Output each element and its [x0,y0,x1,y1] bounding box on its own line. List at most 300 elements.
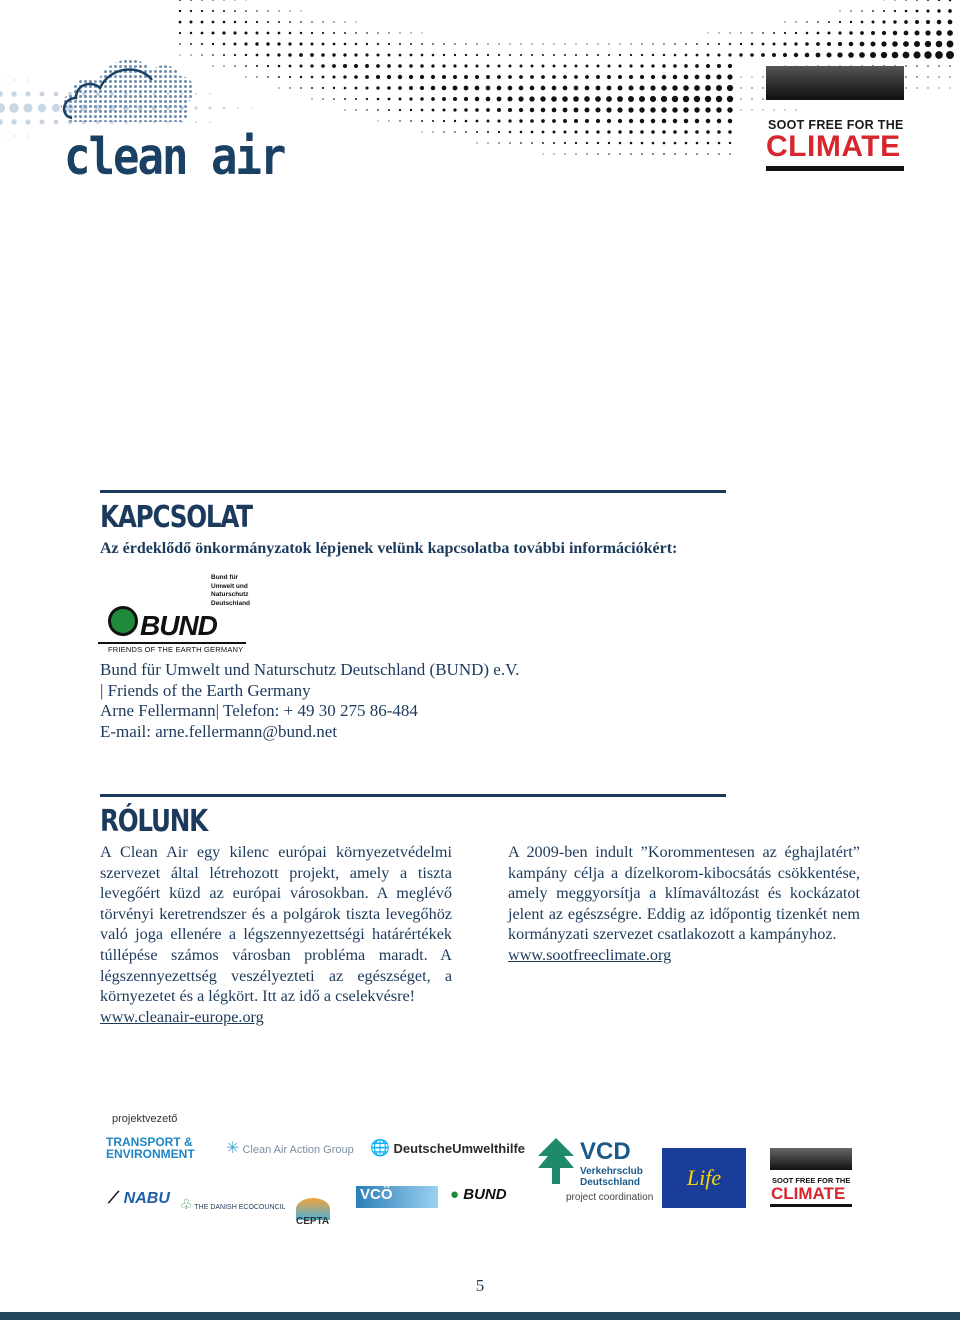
halftone-dot [343,75,346,78]
halftone-dot [597,153,598,154]
halftone-dot [431,86,435,90]
halftone-dot [916,0,918,1]
halftone-dot [694,85,700,91]
halftone-dot [607,75,611,79]
halftone-dot [475,64,478,67]
halftone-dot [432,54,435,57]
halftone-dot [289,10,290,11]
halftone-dot [420,75,424,79]
halftone-dot [949,87,950,88]
halftone-dot [366,109,368,111]
halftone-dot [454,54,456,56]
halftone-dot [344,109,345,110]
halftone-dot [640,75,644,79]
halftone-dot [850,21,852,23]
halftone-dot [201,10,203,12]
halftone-dot [432,131,433,132]
halftone-dot [740,87,741,88]
halftone-dot [871,31,875,35]
halftone-dot [607,130,610,133]
halftone-dot [728,64,732,68]
halftone-dot [584,96,590,102]
halftone-dot [432,109,435,112]
halftone-dot [487,54,489,56]
halftone-dot [13,79,15,81]
halftone-dot [223,0,224,1]
halftone-dot [377,120,378,121]
contact-subtitle: Az érdeklődő önkormányzatok lépjenek velünk kapcsolatba további információkért: [100,540,678,557]
halftone-dot [585,86,590,91]
halftone-dot [596,119,600,123]
halftone-dot [376,86,379,89]
halftone-dot [508,108,512,112]
halftone-dot [935,51,943,59]
halftone-dot [420,97,423,100]
halftone-dot [685,142,688,145]
halftone-dot [860,42,865,47]
halftone-dot [442,75,446,79]
halftone-dot [553,131,556,134]
halftone-dot [531,54,533,56]
halftone-dot [387,75,391,79]
halftone-dot [674,153,676,155]
halftone-dot [542,131,545,134]
halftone-dot [717,130,721,134]
halftone-dot [762,87,763,88]
halftone-dot [453,64,456,67]
halftone-dot [245,54,247,56]
halftone-dot [751,43,754,46]
halftone-dot [949,0,952,1]
halftone-dot [542,65,545,68]
halftone-dot [343,53,346,56]
halftone-dot [299,64,302,67]
halftone-dot [223,43,226,46]
halftone-dot [936,30,942,36]
halftone-dot [683,96,689,102]
halftone-dot [575,54,577,56]
halftone-dot [475,108,479,112]
halftone-dot [519,75,523,79]
halftone-dot [409,97,412,100]
halftone-dot [641,43,642,44]
soot-smoke-band [766,66,904,100]
halftone-dot [672,107,677,112]
halftone-dot [927,0,929,1]
halftone-dot [947,30,953,36]
halftone-dot [750,53,754,57]
about-left-text: A Clean Air egy kilenc európai környezetvédelmi szervezet által létrehozott projekt, amely a tiszta levegőért küzd az európai városokban. A meglévő törvényi keretrendszer és a polgárok tiszta levegőhöz való joga ellenére a légszennyezettségi határértékek túllépése számos városban probléma maradt. A légszennyezettség veszélyezteti az egészséget, a környezetet és a légkört. Itt az idő a cselekvésre! [100,843,452,1006]
halftone-dot [706,64,710,68]
halftone-dot [487,120,490,123]
halftone-dot [728,53,731,56]
halftone-dot [209,121,211,123]
halftone-dot [366,32,368,34]
halftone-dot [871,42,876,47]
halftone-dot [332,64,336,68]
halftone-dot [905,65,907,67]
halftone-dot [684,64,688,68]
halftone-dot [705,107,710,112]
halftone-dot [190,0,192,1]
halftone-dot [519,119,522,122]
halftone-dot [850,10,851,11]
halftone-dot [201,32,204,35]
halftone-dot [498,142,499,143]
halftone-dot [498,65,501,68]
halftone-dot [717,53,720,56]
halftone-dot [343,64,347,68]
halftone-dot [0,79,1,81]
halftone-dot [322,87,324,89]
halftone-dot [421,120,423,122]
halftone-dot [881,52,887,58]
halftone-dot [946,51,954,59]
halftone-dot [629,130,632,133]
soot-small-line1: SOOT FREE FOR THE [772,1176,851,1185]
halftone-dot [222,31,225,34]
halftone-dot [903,41,909,47]
halftone-dot [266,42,269,45]
halftone-dot [256,54,259,57]
halftone-dot [377,32,379,34]
halftone-dot [938,87,939,88]
halftone-dot [652,43,653,44]
halftone-dot [617,107,622,112]
halftone-dot [541,119,545,123]
halftone-dot [563,108,568,113]
halftone-dot [245,65,247,67]
halftone-dot [905,76,906,77]
vcd-word: VCD [580,1138,631,1165]
halftone-dot [586,43,587,44]
halftone-dot [388,54,391,57]
halftone-dot [716,107,721,112]
halftone-dot [344,21,345,22]
halftone-dot [860,31,864,35]
halftone-dot [289,87,290,88]
halftone-dot [607,119,611,123]
halftone-dot [278,87,279,88]
halftone-dot [453,86,458,91]
halftone-dot [805,42,809,46]
eu-life-logo: Life [662,1148,746,1208]
halftone-dot [883,10,885,12]
halftone-dot [399,120,400,121]
halftone-dot [816,42,820,46]
halftone-dot [695,130,699,134]
halftone-dot [650,85,655,90]
halftone-dot [278,76,280,78]
halftone-dot [267,54,270,57]
halftone-dot [498,43,499,44]
te-line2: ENVIRONMENT [106,1147,195,1161]
halftone-dot [234,65,236,67]
halftone-dot [716,96,722,102]
halftone-dot [464,64,467,67]
halftone-dot [0,103,5,113]
halftone-dot [344,43,347,46]
halftone-dot [322,21,323,22]
halftone-dot [442,108,445,111]
halftone-dot [25,91,30,96]
halftone-dot [586,54,588,56]
halftone-dot [925,30,930,35]
halftone-dot [376,75,380,79]
halftone-dot [476,54,478,56]
halftone-dot [520,43,521,44]
halftone-dot [278,65,281,68]
halftone-dot [553,65,556,68]
halftone-dot [552,108,557,113]
halftone-dot [674,54,677,57]
halftone-dot [727,85,733,91]
halftone-dot [355,87,358,90]
halftone-dot [905,0,907,1]
halftone-dot [859,52,865,58]
halftone-dot [322,32,324,34]
halftone-dot [201,0,203,1]
halftone-dot [662,119,667,124]
halftone-dot [828,21,830,23]
halftone-dot [277,42,280,45]
halftone-dot [575,43,576,44]
halftone-dot [916,76,917,77]
halftone-dot [596,75,600,79]
halftone-dot [762,43,765,46]
halftone-dot [916,65,918,67]
halftone-dot [652,153,654,155]
halftone-dot [574,75,578,79]
halftone-dot [542,142,544,144]
halftone-dot [443,120,445,122]
halftone-dot [826,52,831,57]
halftone-dot [783,53,787,57]
halftone-dot [685,54,688,57]
halftone-dot [573,96,579,102]
soot-logo-bar [766,166,904,171]
halftone-dot [255,42,258,45]
halftone-dot [838,31,841,34]
halftone-dot [531,65,534,68]
halftone-dot [597,65,600,68]
halftone-dot [267,10,268,11]
halftone-dot [399,109,401,111]
halftone-dot [542,153,543,154]
halftone-dot [487,43,488,44]
halftone-dot [761,53,765,57]
halftone-dot [817,21,819,23]
cepta-text: CEPTA [296,1216,330,1227]
halftone-dot [509,142,511,144]
halftone-dot [651,64,654,67]
halftone-dot [355,43,358,46]
halftone-dot [608,142,610,144]
halftone-dot [694,96,700,102]
halftone-dot [542,43,543,44]
about-right-column [508,842,860,966]
halftone-dot [762,109,763,110]
deutsche-umwelthilfe-text: DeutscheUmwelthilfe [393,1141,526,1156]
halftone-dot [410,43,412,45]
halftone-dot [256,21,258,23]
halftone-dot [409,64,413,68]
halftone-dot [640,130,644,134]
halftone-dot [927,65,929,67]
halftone-dot [651,119,655,123]
halftone-dot [597,142,599,144]
halftone-dot [245,76,246,77]
halftone-dot [619,142,622,145]
halftone-dot [465,54,467,56]
halftone-dot [784,32,786,34]
halftone-dot [707,142,710,145]
halftone-dot [772,53,776,57]
halftone-dot [551,96,557,102]
halftone-dot [938,0,940,1]
halftone-dot [606,107,611,112]
halftone-dot [563,86,568,91]
halftone-dot [839,21,841,23]
halftone-dot [398,64,402,68]
halftone-dot [564,43,565,44]
halftone-dot [201,21,204,24]
tree-icon: ♧ [180,1196,193,1212]
halftone-dot [892,41,898,47]
halftone-dot [652,54,654,56]
halftone-dot [848,52,854,58]
halftone-dot [310,64,313,67]
halftone-dot [762,76,763,77]
halftone-dot [212,10,214,12]
halftone-dot [651,130,655,134]
vcd-subtitle [580,1166,643,1188]
halftone-dot [629,64,632,67]
halftone-dot [937,20,941,24]
halftone-dot [640,119,644,123]
halftone-dot [618,119,622,123]
halftone-dot [311,98,312,99]
halftone-dot [564,65,567,68]
halftone-dot [672,85,677,90]
halftone-dot [663,43,665,45]
halftone-dot [209,107,212,110]
halftone-dot [498,54,500,56]
bund-logo [98,574,251,656]
halftone-dot [937,9,940,12]
halftone-dot [245,21,247,23]
halftone-dot [300,32,302,34]
bund-logo-word: BUND [140,610,217,641]
halftone-dot [475,86,480,91]
halftone-dot [476,142,477,143]
cleanair-website-link[interactable]: www.cleanair-europe.org [100,1007,264,1026]
halftone-dot [640,64,643,67]
halftone-dot [684,119,689,124]
cleanair-logo-text: clean air [64,128,285,187]
halftone-dot [234,54,236,56]
bund-tree-icon [108,606,138,636]
halftone-dot [310,53,314,57]
halftone-dot [795,32,797,34]
halftone-dot [289,21,291,23]
danish-ecocouncil-text: THE DANISH ECOCOUNCIL [194,1204,286,1211]
sootfree-website-link[interactable]: www.sootfreeclimate.org [508,945,672,964]
halftone-dot [894,10,896,12]
halftone-dot [201,43,203,45]
halftone-dot [630,153,632,155]
halftone-dot [564,54,566,56]
halftone-dot [475,97,479,101]
halftone-dot [629,75,633,79]
halftone-dot [947,41,954,48]
halftone-dot [453,108,456,111]
halftone-dot [278,32,281,35]
halftone-dot [904,31,909,36]
halftone-dot [740,76,741,77]
halftone-dot [509,131,511,133]
halftone-dot [344,32,346,34]
halftone-dot [883,0,884,1]
halftone-dot [596,86,601,91]
tree-icon [536,1138,576,1184]
halftone-dot [662,64,665,67]
halftone-dot [344,98,346,100]
halftone-dot [794,42,797,45]
halftone-dot [574,108,579,113]
halftone-dot [641,54,643,56]
halftone-dot [288,53,292,57]
halftone-dot [410,54,413,57]
halftone-dot [718,43,720,45]
halftone-dot [740,98,741,99]
halftone-dot [399,32,400,33]
halftone-dot [311,32,313,34]
halftone-dot [894,0,895,1]
halftone-dot [244,31,247,34]
halftone-dot [354,75,358,79]
halftone-dot [333,98,335,100]
halftone-dot [223,54,225,56]
soot-small-bar [770,1204,852,1207]
halftone-dot [223,65,224,66]
halftone-dot [509,43,510,44]
halftone-dot [553,142,555,144]
halftone-dot [542,54,544,56]
halftone-dot [267,21,269,23]
cepta-logo [296,1198,330,1227]
halftone-dot [300,87,302,89]
halftone-dot [311,87,313,89]
contact-email[interactable]: E-mail: arne.fellermann@bund.net [100,721,338,741]
halftone-dot [223,107,226,110]
halftone-dot [718,32,719,33]
halftone-dot [300,21,302,23]
halftone-dot [234,21,237,24]
vco-logo: VCÖ [356,1186,438,1208]
halftone-dot [508,75,512,79]
halftone-dot [520,54,522,56]
halftone-dot [541,108,546,113]
halftone-dot [650,96,656,102]
halftone-dot [608,54,610,56]
halftone-dot [332,75,335,78]
halftone-dot [925,41,931,47]
soot-free-small-logo [770,1148,852,1208]
halftone-dot [518,96,523,101]
halftone-dot [628,107,633,112]
halftone-dot [707,54,710,57]
